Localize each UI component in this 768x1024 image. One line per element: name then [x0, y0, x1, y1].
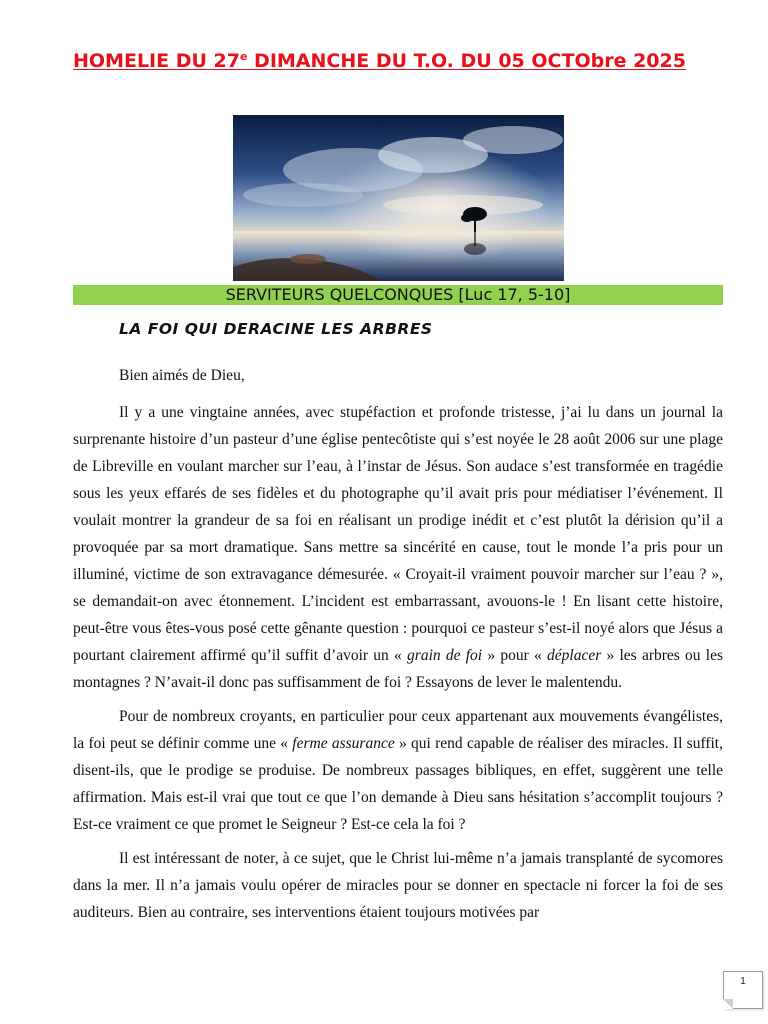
document-title [73, 48, 703, 74]
emphasis-deplacer: déplacer [547, 647, 602, 664]
homily-body [73, 362, 723, 933]
greeting-paragraph: Bien aimés de Dieu, [119, 367, 245, 384]
title-superscript: e [239, 50, 248, 63]
page-number: 1 [740, 976, 746, 987]
paragraph-1: Il y a une vingtaine années, avec stupéfaction et profonde tristesse, j’ai lu dans un journal la surprenante histoire d’un pasteur d’une église pentecôtiste qui s’est noyée le 28 août 2006 sur une plage de Libreville en voulant marcher sur l’eau, à l’instar de Jésus. Son audace s’est transformée en tragédie sous les yeux effarés de ses fidèles et du photographe qu’il avait pris pour médiatiser l’événement. Il voulait montrer la grandeur de sa foi en réalisant un prodige inédit et c’est plutôt la dérision qu’il a provoquée par sa mort dramatique. Sans mettre sa sincérité en cause, tout le monde l’a pris pour un illuminé, victime de son extravagance démesurée. « Croyait-il vraiment pouvoir marcher sur l’eau ? », se demandait-on avec étonnement. L’incident est embarrassant, avouons-le ! En lisant cette histoire, peut-être vous êtes-vous posé cette gênante question : pourquoi ce pasteur s’est-il noyé alors que Jésus a pourtant clairement affirmé qu’il suffit d’avoir un « grain de foi » pour « déplacer » les arbres ou les montagnes ? N’avait-il donc pas suffisamment de foi ? Essayons de lever le malentendu. [73, 404, 724, 691]
title-text: HOMELIE DU 27 [73, 50, 240, 72]
paragraph-2: Pour de nombreux croyants, en particulier pour ceux appartenant aux mouvements évangélistes, la foi peut se définir comme une « ferme assurance » qui rend capable de réaliser des miracles. Il suffit, disent-ils, que le prodige se produise. De nombreux passages bibliques, en effet, suggèrent une telle affirmation. Mais est-il vrai que tout ce que l’on demande à Dieu sans hésitation s’accomplit toujours ? Est-ce vraiment ce que promet le Seigneur ? Est-ce cela la foi ? [73, 708, 723, 833]
page-number-box [723, 971, 763, 1009]
subtitle-heading: LA FOI QUI DERACINE LES ARBRES [119, 320, 433, 338]
page-curl-icon [723, 999, 733, 1009]
section-banner: SERVITEURS QUELCONQUES [Luc 17, 5-10] [73, 285, 723, 305]
emphasis-ferme-assurance: ferme assurance [292, 735, 395, 752]
title-text-rest: DIMANCHE DU T.O. DU 05 OCTObre 2025 [247, 50, 686, 72]
paragraph-3: Il est intéressant de noter, à ce sujet, que le Christ lui-même n’a jamais transplanté de sycomores dans la mer. Il n’a jamais voulu opérer de miracles pour se donner en spectacle ni forcer la foi de ses auditeurs. Bien au contraire, ses interventions étaient toujours motivées par [73, 850, 723, 921]
sky-lake-tree-photo [233, 115, 564, 281]
emphasis-grain-de-foi: grain de foi [407, 647, 483, 664]
